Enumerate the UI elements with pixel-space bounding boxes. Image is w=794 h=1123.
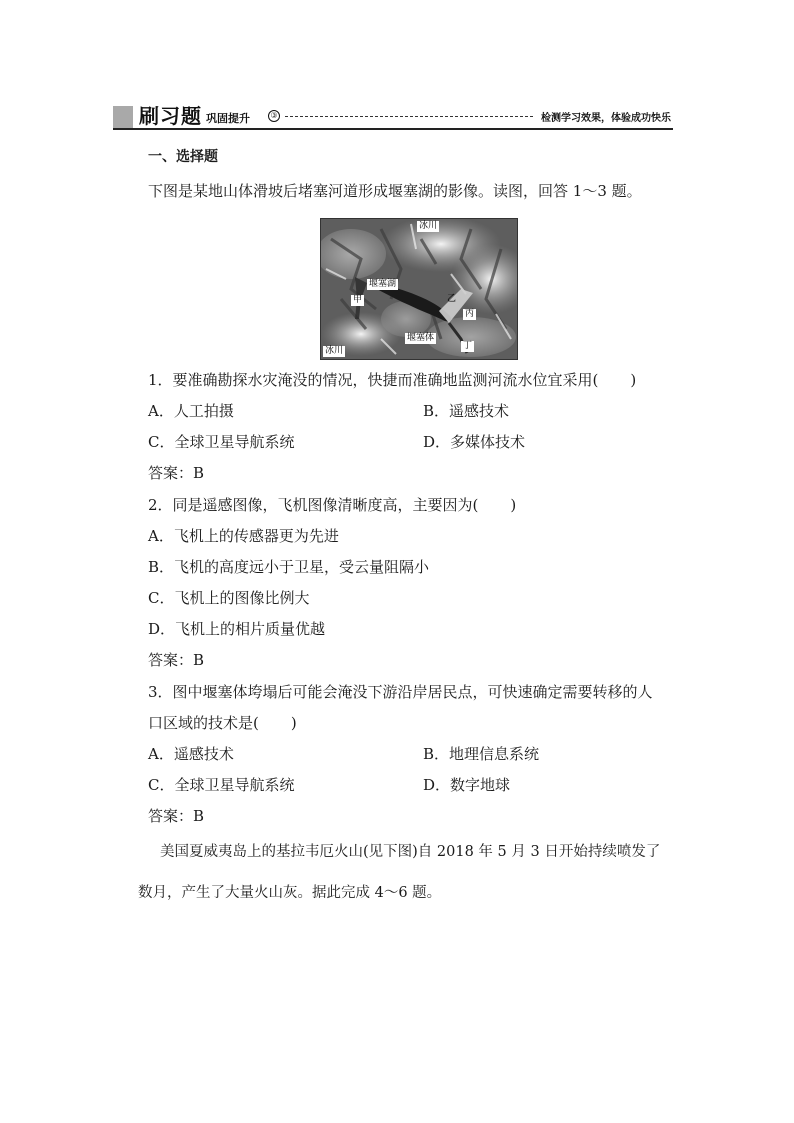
- section-heading: 一、选择题: [148, 149, 218, 165]
- question-2-option-b: B．飞机的高度远小于卫星，受云量阻隔小: [148, 558, 430, 576]
- intro-text-2-line-1: 美国夏威夷岛上的基拉韦厄火山(见下图)自 2018 年 5 月 3 日开始持续喷发了: [160, 844, 661, 860]
- header-slogan: 检测学习效果，体验成功快乐: [541, 113, 671, 124]
- header-circle-number: ③: [268, 110, 280, 122]
- intro-text-2-line-2: 数月，产生了大量火山灰。据此完成 4～6 题。: [138, 885, 442, 901]
- question-1-stem: 1．要准确勘探水灾淹没的情况，快捷而准确地监测河流水位宜采用( ): [148, 371, 637, 389]
- label-barrier-lake: 堰塞湖: [369, 279, 397, 289]
- header-block: [113, 106, 133, 128]
- question-1-answer: 答案：B: [148, 464, 205, 482]
- label-jia: 甲: [353, 295, 363, 305]
- label-ding: 丁: [463, 341, 473, 351]
- question-3-answer: 答案：B: [148, 807, 205, 825]
- label-glacier-top: 冰川: [419, 221, 438, 231]
- question-3-option-d: D．数字地球: [423, 776, 511, 794]
- page-header: [113, 104, 673, 130]
- question-1-option-b: B．遥感技术: [423, 402, 510, 420]
- barrier-lake-image: [320, 218, 518, 360]
- question-3-option-b: B．地理信息系统: [423, 745, 540, 763]
- question-3-option-a: A．遥感技术: [148, 745, 234, 763]
- question-2-option-d: D．飞机上的相片质量优越: [148, 620, 326, 638]
- header-rule: [113, 128, 673, 130]
- label-glacier-bottom: 冰川: [325, 346, 344, 356]
- question-2-option-c: C．飞机上的图像比例大: [148, 589, 310, 607]
- question-1-option-a: A．人工拍摄: [148, 402, 234, 420]
- question-2-option-a: A．飞机上的传感器更为先进: [148, 527, 339, 545]
- header-subtitle: 巩固提升: [206, 112, 250, 125]
- label-barrier-dam: 堰塞体: [407, 333, 435, 343]
- question-1-option-d: D．多媒体技术: [423, 433, 526, 451]
- question-2-stem: 2．同是遥感图像，飞机图像清晰度高，主要因为( ): [148, 496, 517, 514]
- question-3-option-c: C．全球卫星导航系统: [148, 776, 295, 794]
- header-title: 刷习题: [139, 104, 202, 128]
- question-1-option-c: C．全球卫星导航系统: [148, 433, 295, 451]
- intro-text-1: 下图是某地山体滑坡后堵塞河道形成堰塞湖的影像。读图，回答 1～3 题。: [148, 182, 642, 200]
- label-bing: 丙: [465, 309, 475, 319]
- question-2-answer: 答案：B: [148, 651, 205, 669]
- label-yi: 乙: [447, 294, 457, 304]
- question-3-stem-line-2: 口区域的技术是( ): [148, 714, 297, 732]
- header-dashed-line: [285, 116, 533, 117]
- question-3-stem-line-1: 3．图中堰塞体垮塌后可能会淹没下游沿岸居民点，可快速确定需要转移的人: [148, 683, 653, 701]
